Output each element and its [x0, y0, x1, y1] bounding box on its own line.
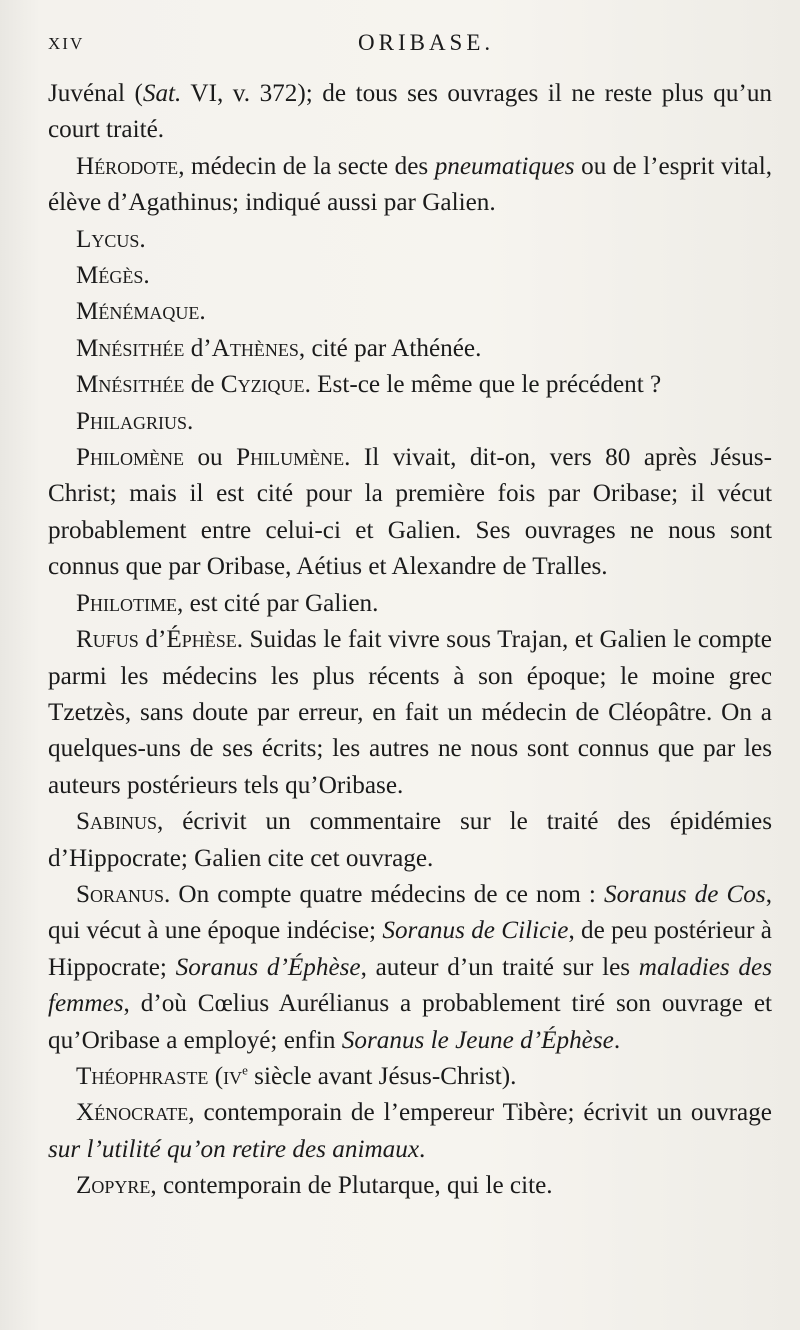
name-smallcaps: Mnésithée	[76, 334, 185, 362]
italic-text: Soranus le Jeune d’Éphèse	[341, 1026, 614, 1054]
text-run: .	[143, 262, 150, 290]
text-run: .	[613, 1026, 621, 1054]
superscript: e	[242, 1062, 248, 1078]
entry-menemaque	[48, 294, 772, 330]
name-smallcaps: Ménémaque	[76, 298, 200, 326]
name-smallcaps: Cyzique	[220, 371, 305, 399]
text-run: de	[184, 371, 221, 399]
entry-philomene	[48, 440, 772, 586]
text-run: , contemporain de Plutarque, qui le cite.	[150, 1172, 553, 1200]
entry-herodote	[48, 149, 772, 222]
page-header	[48, 30, 770, 64]
italic-text: maladies des femmes	[48, 953, 772, 1018]
entry-sabinus	[48, 804, 772, 877]
entry-xenocrate	[48, 1095, 772, 1168]
entry-mnesithee-cyzique	[48, 367, 772, 403]
name-smallcaps: Lycus	[76, 225, 140, 253]
entry-lycus	[48, 222, 772, 258]
text-run: (	[208, 1062, 224, 1090]
name-smallcaps: Philagrius	[76, 407, 188, 435]
text-run: ou	[184, 444, 237, 472]
text-run: , cité par Athénée.	[298, 334, 482, 362]
text-run: . Suidas le fait vivre sous Trajan, et Galien le compte parmi les médecins les plus récents à son époque; le moine grec Tzetzès, sans doute par erreur, en fait un médecin de Cléopâtre. On a quelques-uns de ses écrits; les autres ne nous sont connus que par les auteurs postérieurs tels qu’Oribase.	[48, 626, 772, 799]
text-run: , contemporain de l’empereur Tibère; écrivit un ouvrage	[188, 1099, 772, 1127]
name-smallcaps: Philotime	[76, 589, 177, 617]
running-title: ORIBASE.	[358, 30, 495, 55]
text-run: VI, v. 372); de tous ses ouvrages il ne reste plus qu’un court traité.	[48, 80, 773, 144]
text-run: , est cité par Galien.	[177, 589, 379, 617]
entry-rufus	[48, 622, 772, 804]
entry-zopyre	[48, 1168, 772, 1204]
name-smallcaps: Mégès	[76, 262, 144, 290]
text-run: ou de l’esprit vital, élève d’Agathinus; indiqué aussi par Galien.	[48, 152, 772, 217]
name-smallcaps: Athènes	[211, 334, 299, 362]
entry-meges	[48, 258, 772, 294]
text-run: , d’où Cœlius Aurélianus a probablement tiré son ouvrage et qu’Oribase a employé; enfin	[48, 990, 772, 1054]
text-run: .	[139, 225, 146, 253]
name-smallcaps: Théophraste	[76, 1062, 209, 1090]
name-smallcaps: Mnésithée	[76, 371, 185, 399]
page-number: XIV	[48, 34, 85, 53]
name-smallcaps: iv	[223, 1062, 243, 1090]
name-smallcaps: Rufus	[76, 626, 139, 654]
italic-text: Soranus d’Éphèse	[175, 953, 361, 981]
text-run: , qui vécut à une époque indécise;	[48, 880, 772, 945]
text-run: , de peu postérieur à Hippocrate;	[48, 917, 772, 981]
text-run: siècle avant Jésus-Christ).	[247, 1062, 517, 1090]
italic-text: Soranus de Cos	[603, 880, 766, 908]
text-run: . Il vivait, dit-on, vers 80 après Jésus-Christ; mais il est cité pour la première fois par Oribase; il vécut probablement entre celui-ci et Galien. Ses ouvrages ne nous sont connus que par Oribase, Aétius et Alexandre de Tralles.	[48, 444, 772, 581]
text-run: , médecin de la secte des	[178, 152, 435, 180]
name-smallcaps: Xénocrate	[76, 1099, 189, 1127]
entry-mnesithee-athenes	[48, 331, 772, 367]
text-run: .	[419, 1135, 426, 1163]
name-smallcaps: Sabinus	[76, 808, 158, 836]
name-smallcaps: Philumène	[236, 444, 345, 472]
entry-theophraste	[48, 1059, 772, 1095]
entry-juvenal-cont	[48, 76, 772, 149]
entry-philagrius	[48, 404, 772, 440]
name-smallcaps: Éphèse	[166, 626, 237, 654]
entry-philotime	[48, 586, 772, 622]
text-run: d’	[184, 334, 212, 362]
name-smallcaps: Zopyre	[76, 1172, 151, 1200]
name-smallcaps: Hérodote	[76, 152, 179, 180]
italic-text: sur l’utilité qu’on retire des animaux	[48, 1135, 419, 1163]
text-run: . On compte quatre médecins de ce nom :	[164, 880, 604, 908]
text-run: Juvénal (	[48, 80, 143, 107]
name-smallcaps: Philomène	[76, 444, 184, 472]
text-run: .	[199, 298, 206, 326]
text-run: .	[187, 407, 194, 435]
name-smallcaps: Soranus	[76, 880, 165, 908]
italic-text: Sat.	[142, 80, 182, 107]
text-run: , auteur d’un traité sur les	[360, 953, 639, 981]
text-run: d’	[138, 626, 167, 654]
italic-text: Soranus de Cilicie	[382, 917, 569, 945]
text-run: . Est-ce le même que le précédent ?	[304, 371, 662, 399]
text-run: , écrivit un commentaire sur le traité des épidémies d’Hippocrate; Galien cite cet ouvrage.	[48, 808, 772, 872]
body-text	[48, 76, 772, 1205]
entry-soranus	[48, 877, 772, 1059]
italic-text: pneumatiques	[434, 152, 575, 180]
